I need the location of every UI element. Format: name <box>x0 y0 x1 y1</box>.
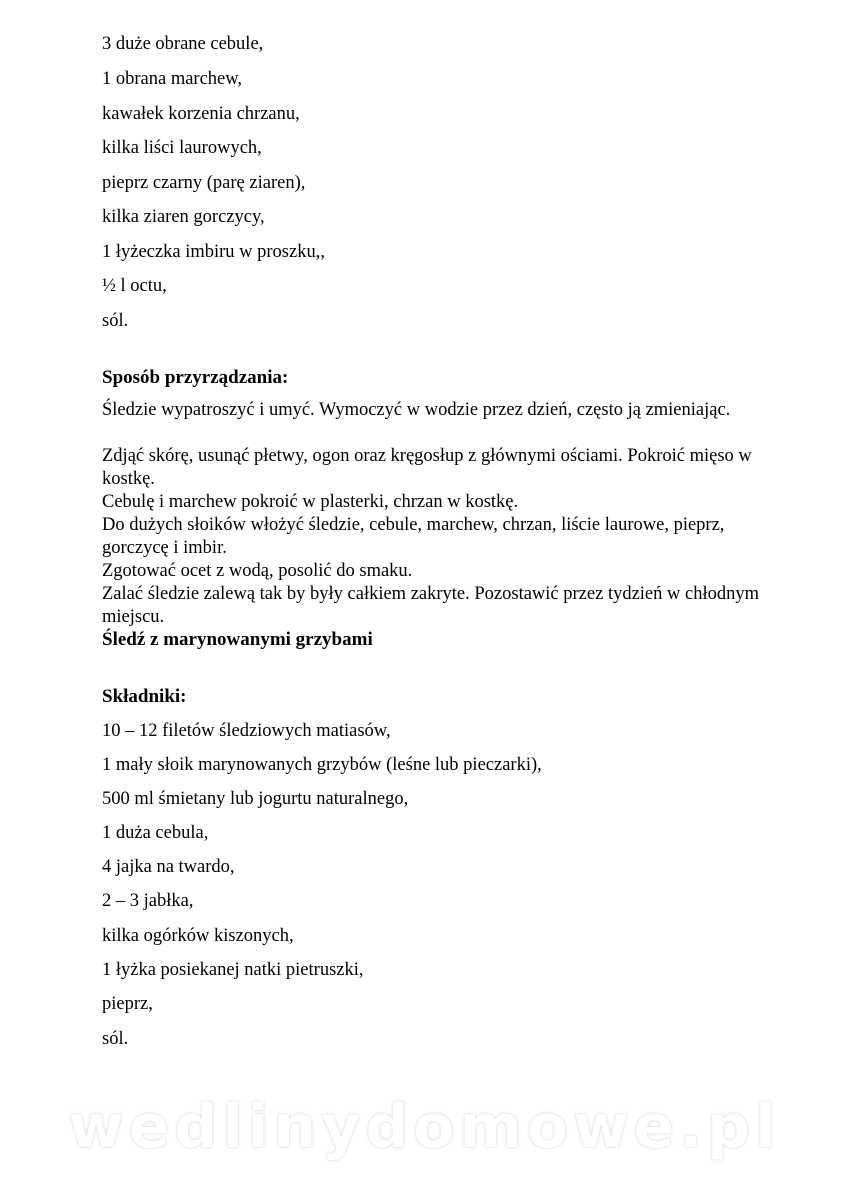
ingredient-line: 1 łyżka posiekanej natki pietruszki, <box>102 960 364 980</box>
ingredient-line: 1 mały słoik marynowanych grzybów (leśne lub pieczarki), <box>102 755 542 775</box>
method-step: Cebulę i marchew pokroić w plasterki, chrzan w kostkę. <box>102 492 519 512</box>
method-heading: Sposób przyrządzania: <box>102 367 289 388</box>
ingredient-line: sól. <box>102 1029 129 1049</box>
ingredient-line: kawałek korzenia chrzanu, <box>102 104 300 124</box>
ingredient-line: 1 duża cebula, <box>102 823 209 843</box>
ingredient-line: 500 ml śmietany lub jogurtu naturalnego, <box>102 789 409 809</box>
ingredient-line: 2 – 3 jabłka, <box>102 891 194 911</box>
ingredients-heading: Składniki: <box>102 686 187 707</box>
ingredient-line: 10 – 12 filetów śledziowych matiasów, <box>102 721 391 741</box>
method-step: Zalać śledzie zalewą tak by były całkiem zakryte. Pozostawić przez tydzień w chłodnym miejscu. <box>102 584 759 627</box>
recipe-title: Śledź z marynowanymi grzybami <box>102 629 373 650</box>
ingredient-line: kilka ogórków kiszonych, <box>102 926 294 946</box>
ingredient-line: sól. <box>102 311 129 331</box>
method-step: Do dużych słoików włożyć śledzie, cebule, marchew, chrzan, liście laurowe, pieprz, gorczycę i imbir. <box>102 515 725 558</box>
ingredient-line: kilka ziaren gorczycy, <box>102 207 265 227</box>
ingredient-line: kilka liści laurowych, <box>102 138 262 158</box>
method-step: Zdjąć skórę, usunąć płetwy, ogon oraz kręgosłup z głównymi ościami. Pokroić mięso w kostkę. <box>102 446 752 489</box>
method-step: Śledzie wypatroszyć i umyć. Wymoczyć w wodzie przez dzień, często ją zmieniając. <box>102 400 731 420</box>
method-step: Zgotować ocet z wodą, posolić do smaku. <box>102 561 413 581</box>
ingredient-line: 4 jajka na twardo, <box>102 857 235 877</box>
ingredient-line: pieprz, <box>102 994 153 1014</box>
ingredient-line: 1 łyżeczka imbiru w proszku,, <box>102 242 325 262</box>
watermark: wedlinydomowe.pl <box>68 1092 781 1162</box>
ingredient-line: pieprz czarny (parę ziaren), <box>102 173 306 193</box>
ingredient-line: 1 obrana marchew, <box>102 69 243 89</box>
ingredient-line: ½ l octu, <box>102 276 167 296</box>
ingredient-line: 3 duże obrane cebule, <box>102 34 264 54</box>
